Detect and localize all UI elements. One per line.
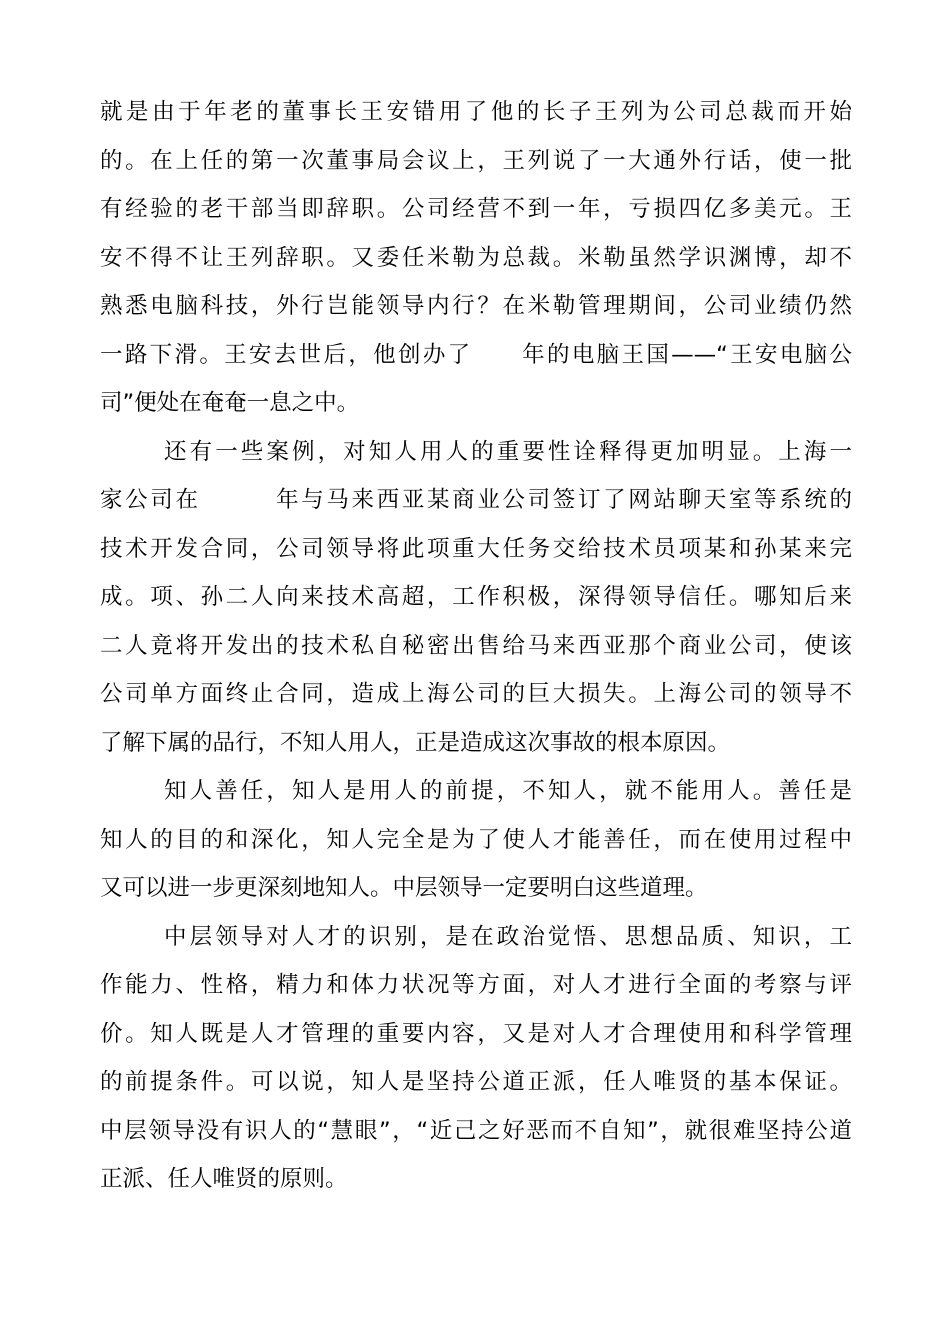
text-line: 知人善任，知人是用人的前提，不知人，就不能用人。善任是 bbox=[164, 778, 852, 804]
paragraph bbox=[100, 428, 852, 768]
text-line: 二人竟将开发出的技术私自秘密出售给马来西亚那个商业公司，使该 bbox=[100, 632, 852, 659]
text-line: 公司单方面终止合同，造成上海公司的巨大损失。上海公司的领导不 bbox=[100, 681, 852, 707]
text-line: 的。在上任的第一次董事局会议上，王列说了一大通外行话，使一批 bbox=[100, 147, 852, 174]
text-line: 就是由于年老的董事长王安错用了他的长子王列为公司总裁而开始 bbox=[100, 99, 852, 125]
text-line: 司”便处在奄奄一息之中。 bbox=[100, 390, 360, 416]
paragraph bbox=[100, 767, 852, 913]
text-line: 作能力、性格，精力和体力状况等方面，对人才进行全面的考察与评 bbox=[100, 972, 852, 998]
text-line: 家公司在 年与马来西亚某商业公司签订了网站聊天室等系统的 bbox=[100, 487, 852, 513]
text-line: 安不得不让王列辞职。又委任米勒为总裁。米勒虽然学识渊博，却不 bbox=[100, 244, 852, 271]
text-line: 价。知人既是人才管理的重要内容，又是对人才合理使用和科学管理 bbox=[100, 1020, 852, 1047]
text-line: 还有一些案例，对知人用人的重要性诠释得更加明显。上海一 bbox=[164, 438, 852, 465]
text-line: 的前提条件。可以说，知人是坚持公道正派，任人唯贤的基本保证。 bbox=[100, 1069, 852, 1095]
text-line: 了解下属的品行，不知人用人，正是造成这次事故的根本原因。 bbox=[100, 729, 731, 756]
document-body bbox=[100, 88, 852, 1204]
text-line: 知人的目的和深化，知人完全是为了使人才能善任，而在使用过程中 bbox=[100, 826, 852, 853]
text-line: 有经验的老干部当即辞职。公司经营不到一年，亏损四亿多美元。王 bbox=[100, 196, 852, 222]
text-line: 正派、任人唯贤的原则。 bbox=[100, 1166, 348, 1192]
text-line: 中层领导没有识人的“慧眼”，“近己之好恶而不自知”，就很难坚持公道 bbox=[100, 1117, 852, 1144]
text-line: 一路下滑。王安去世后，他创办了 年的电脑王国——“王安电脑公 bbox=[100, 341, 852, 368]
paragraph bbox=[100, 913, 852, 1204]
text-line: 熟悉电脑科技，外行岂能领导内行？在米勒管理期间，公司业绩仍然 bbox=[100, 293, 852, 319]
text-line: 成。项、孙二人向来技术高超，工作积极，深得领导信任。哪知后来 bbox=[100, 584, 852, 610]
paragraph bbox=[100, 88, 852, 428]
text-line: 中层领导对人才的识别，是在政治觉悟、思想品质、知识，工 bbox=[164, 923, 852, 950]
text-line: 又可以进一步更深刻地知人。中层领导一定要明白这些道理。 bbox=[100, 875, 708, 901]
text-line: 技术开发合同，公司领导将此项重大任务交给技术员项某和孙某来完 bbox=[100, 535, 852, 562]
